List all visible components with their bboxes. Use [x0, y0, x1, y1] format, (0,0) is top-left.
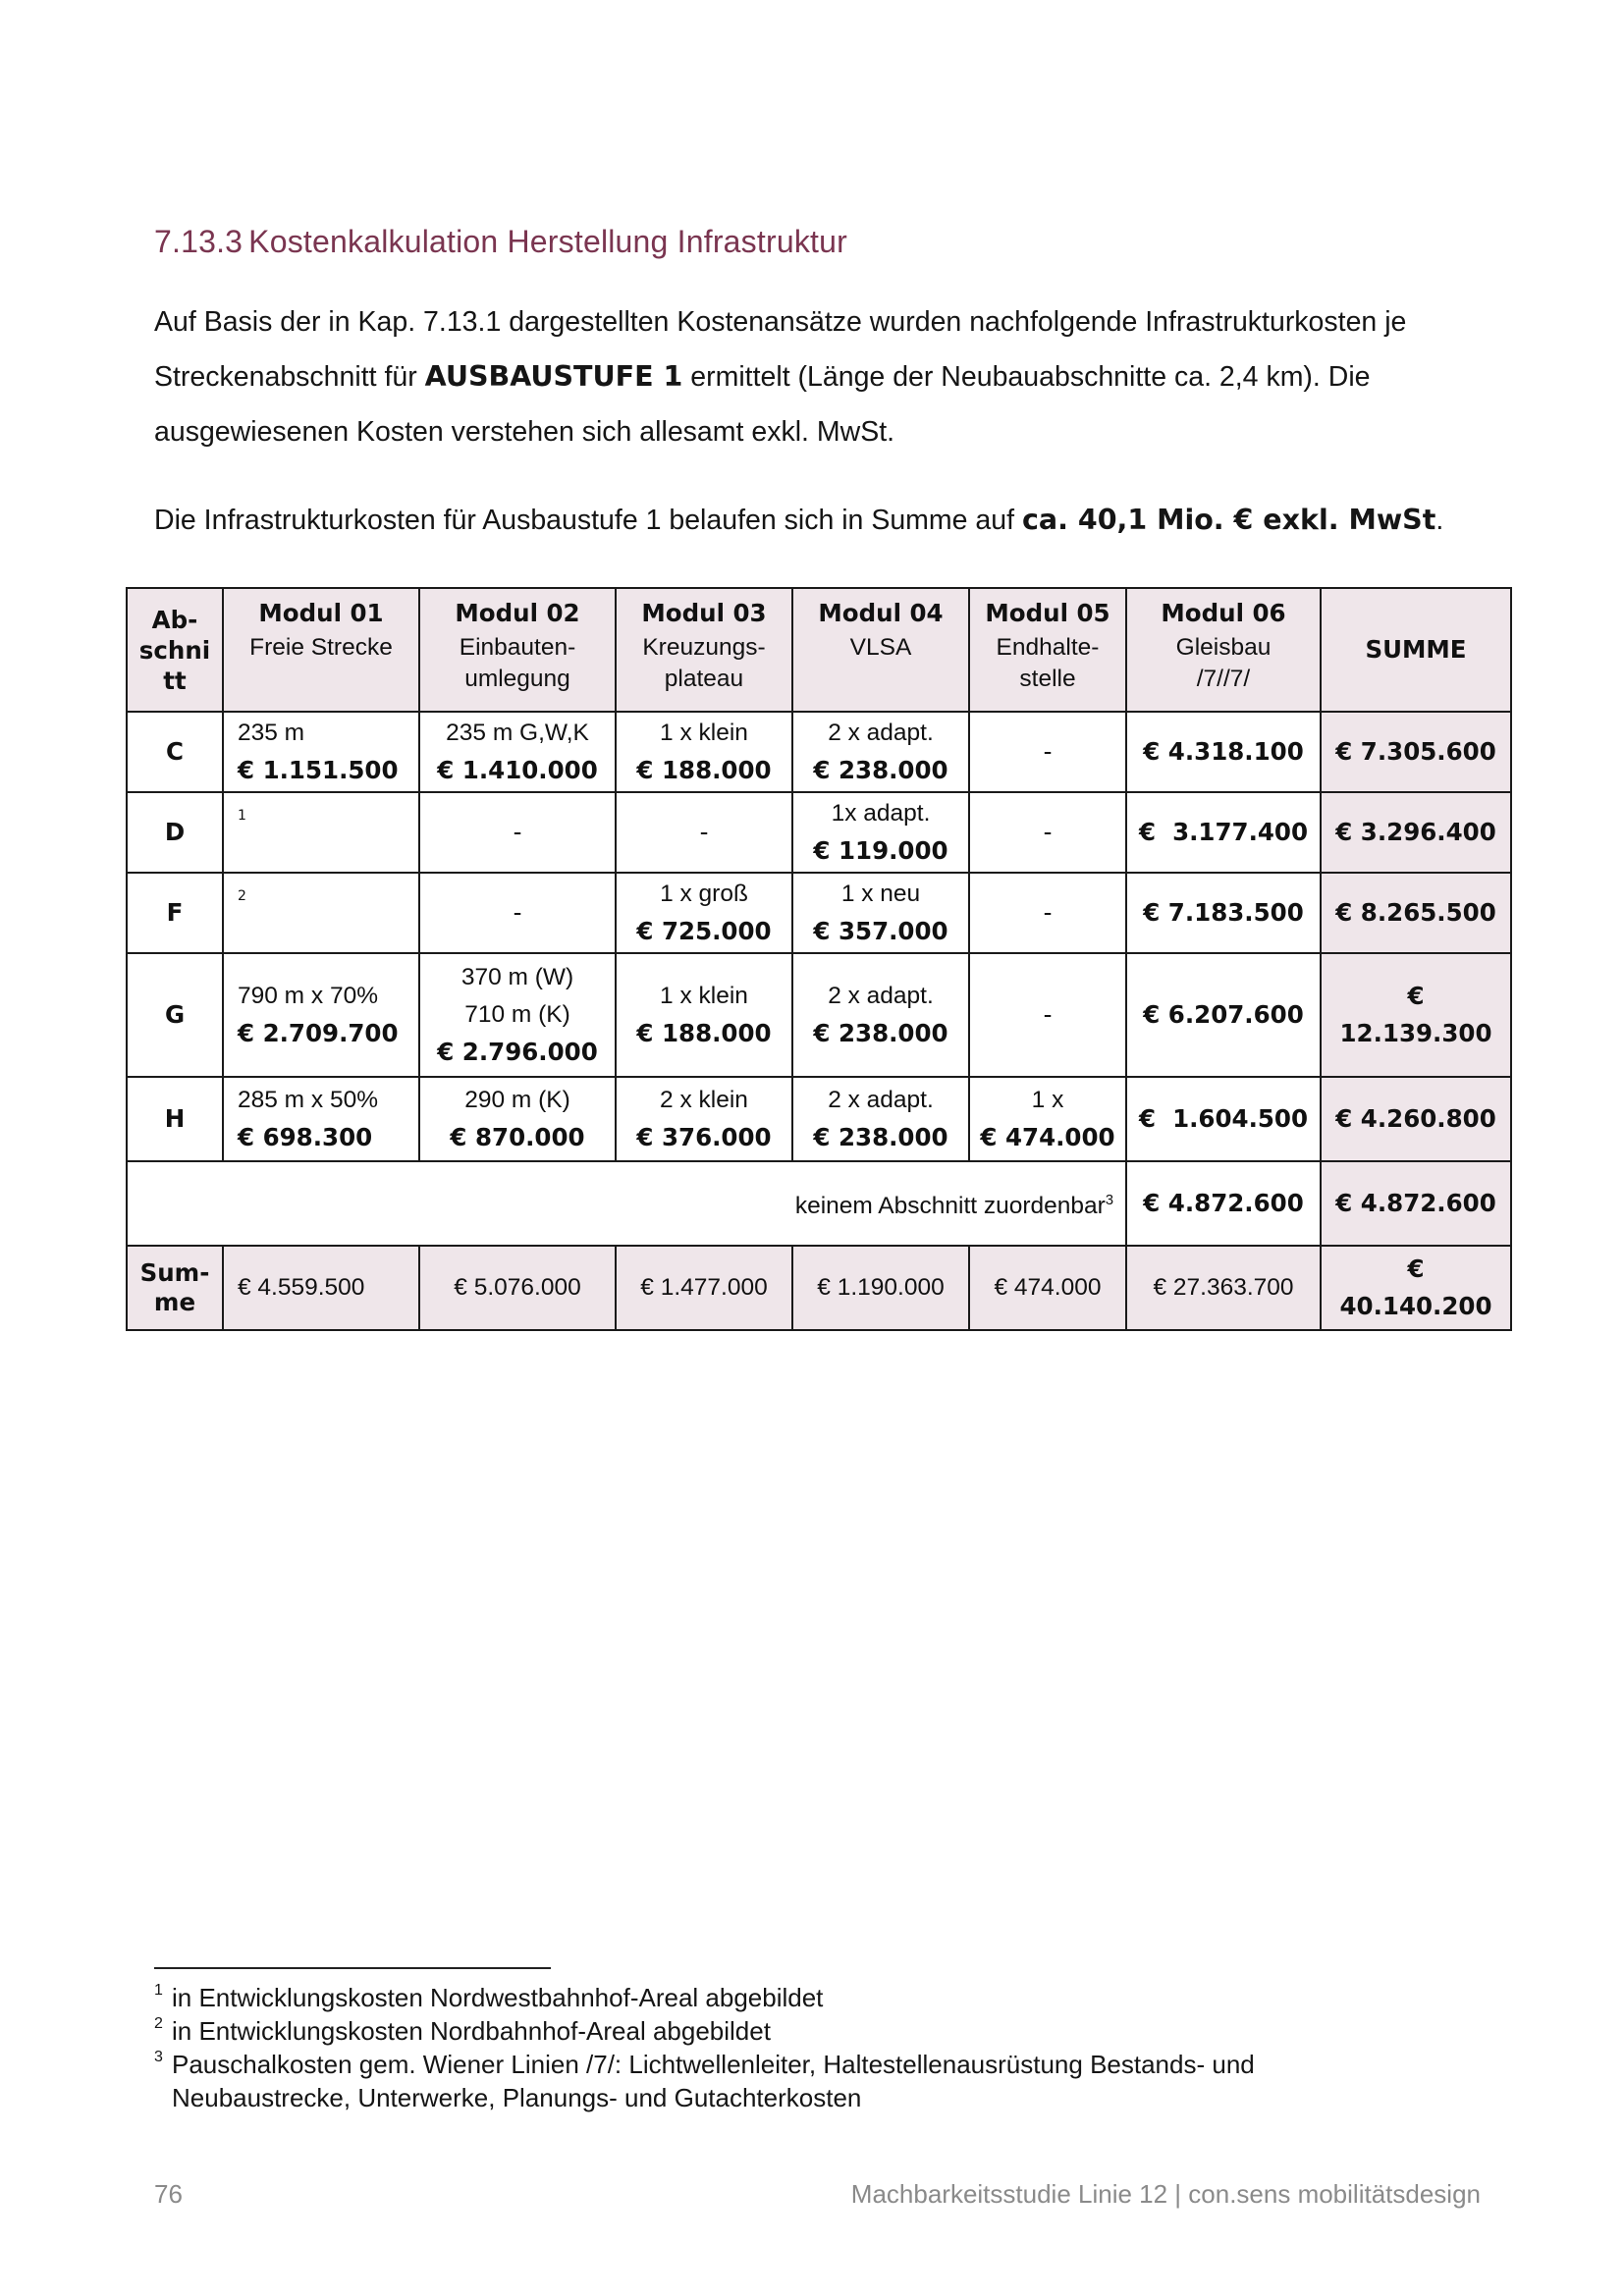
header-module-03: Modul 03 Kreuzungs- plateau — [616, 588, 792, 712]
row-label: H — [127, 1077, 223, 1161]
cell-m5: - — [969, 712, 1126, 792]
total-row — [127, 1246, 1511, 1330]
header-module-02: Modul 02 Einbauten- umlegung — [419, 588, 616, 712]
cell-sum: € 7.305.600 — [1321, 712, 1511, 792]
total-m1: € 4.559.500 — [223, 1246, 419, 1330]
cell-sum: € 4.872.600 — [1321, 1161, 1511, 1246]
header-module-06: Modul 06 Gleisbau /7//7/ — [1126, 588, 1321, 712]
intro-bold: AUSBAUSTUFE 1 — [424, 360, 683, 393]
total-m2: € 5.076.000 — [419, 1246, 616, 1330]
cell-m3: 2 x klein € 376.000 — [616, 1077, 792, 1161]
footnote: 3 Pauschalkosten gem. Wiener Linien /7/: Lichtwellenleiter, Haltestellenausrüstung Bestands- und Neubaustrecke, Unterwerke, Planungs- und Gutachterkosten — [154, 2049, 1255, 2112]
cell-sum: € 3.296.400 — [1321, 792, 1511, 873]
cell-m6: € 4.872.600 — [1126, 1161, 1321, 1246]
cell-m2: 235 m G,W,K € 1.410.000 — [419, 712, 616, 792]
summary-paragraph — [154, 493, 1480, 548]
total-m4: € 1.190.000 — [792, 1246, 969, 1330]
table-row — [127, 873, 1511, 953]
cell-m5: 1 x € 474.000 — [969, 1077, 1126, 1161]
header-module-01: Modul 01 Freie Strecke — [223, 588, 419, 712]
section-heading — [154, 224, 847, 260]
running-title: Machbarkeitsstudie Linie 12 | con.sens mobilitätsdesign — [850, 2179, 1481, 2209]
cell-m6: € 3.177.400 — [1126, 792, 1321, 873]
summary-text: Die Infrastrukturkosten für Ausbaustufe 1 belaufen sich in Summe auf — [154, 505, 1022, 536]
intro-paragraph — [154, 294, 1480, 459]
intro-text-2: ermittelt (Länge der Neubauabschnitte ca. 2,4 km). Die ausgewiesenen Kosten verstehen sich allesamt exkl. MwSt. — [154, 361, 1371, 448]
section-number: 7.13.3 — [154, 224, 244, 259]
cell-m4: 2 x adapt. € 238.000 — [792, 712, 969, 792]
cell-m6: € 1.604.500 — [1126, 1077, 1321, 1161]
footnote: 1 in Entwicklungskosten Nordwestbahnhof-Areal abgebildet — [154, 1982, 824, 2012]
cell-m1: 790 m x 70% € 2.709.700 — [223, 953, 419, 1077]
cell-m4: 2 x adapt. € 238.000 — [792, 953, 969, 1077]
table-row — [127, 1077, 1511, 1161]
page-number: 76 — [154, 2179, 183, 2209]
cell-m4: 1x adapt. € 119.000 — [792, 792, 969, 873]
row-label: G — [127, 953, 223, 1077]
total-label: Sum- me — [127, 1246, 223, 1330]
table-row — [127, 712, 1511, 792]
cell-m2: 290 m (K) € 870.000 — [419, 1077, 616, 1161]
header-module-04: Modul 04 VLSA — [792, 588, 969, 712]
total-sum: € 40.140.200 — [1321, 1246, 1511, 1330]
header-sum: SUMME — [1321, 588, 1511, 712]
total-m3: € 1.477.000 — [616, 1246, 792, 1330]
unassigned-row — [127, 1161, 1511, 1246]
summary-bold: ca. 40,1 Mio. € exkl. MwSt — [1021, 504, 1436, 536]
cost-table — [126, 587, 1512, 1331]
table-header-row — [127, 588, 1511, 712]
cell-m5: - — [969, 792, 1126, 873]
row-label: C — [127, 712, 223, 792]
cell-m1 — [223, 792, 419, 873]
cell-m6: € 7.183.500 — [1126, 873, 1321, 953]
footnotes — [154, 1981, 1431, 2114]
cell-m2: 370 m (W) 710 m (K) € 2.796.000 — [419, 953, 616, 1077]
cell-m2: - — [419, 792, 616, 873]
cell-m6: € 4.318.100 — [1126, 712, 1321, 792]
cell-m1: 235 m € 1.151.500 — [223, 712, 419, 792]
footnote-ref: 3 — [1105, 1192, 1113, 1208]
cell-m1 — [223, 873, 419, 953]
footnote-ref: 2 — [238, 888, 246, 904]
header-module-05: Modul 05 Endhalte- stelle — [969, 588, 1126, 712]
footnote-divider — [154, 1967, 551, 1969]
total-m6: € 27.363.700 — [1126, 1246, 1321, 1330]
cell-m5: - — [969, 953, 1126, 1077]
cell-m3: 1 x klein € 188.000 — [616, 712, 792, 792]
section-title: Kostenkalkulation Herstellung Infrastruktur — [248, 224, 847, 259]
cell-m2: - — [419, 873, 616, 953]
cell-m3: - — [616, 792, 792, 873]
row-label: F — [127, 873, 223, 953]
cell-sum: € 8.265.500 — [1321, 873, 1511, 953]
row-label: D — [127, 792, 223, 873]
cell-sum: € 4.260.800 — [1321, 1077, 1511, 1161]
unassigned-label: keinem Abschnitt zuordenbar$^3$ — [127, 1161, 1126, 1246]
header-section: Ab- schni tt — [127, 588, 223, 712]
footnote: 2 in Entwicklungskosten Nordbahnhof-Areal abgebildet — [154, 2015, 771, 2046]
table-row — [127, 953, 1511, 1077]
cell-m3: 1 x groß € 725.000 — [616, 873, 792, 953]
intro-text-1: Auf Basis der in Kap. 7.13.1 dargestellten Kostenansätze wurden nachfolgende Infrastrukturkosten je Streckenabschnitt für — [154, 306, 1407, 393]
cell-m5: - — [969, 873, 1126, 953]
summary-end: . — [1435, 505, 1444, 536]
table-row — [127, 792, 1511, 873]
cell-m4: 2 x adapt. € 238.000 — [792, 1077, 969, 1161]
footnote-ref: 1 — [238, 808, 246, 824]
total-m5: € 474.000 — [969, 1246, 1126, 1330]
cell-m3: 1 x klein € 188.000 — [616, 953, 792, 1077]
cell-m4: 1 x neu € 357.000 — [792, 873, 969, 953]
cell-sum: € 12.139.300 — [1321, 953, 1511, 1077]
cell-m6: € 6.207.600 — [1126, 953, 1321, 1077]
cell-m1: 285 m x 50% € 698.300 — [223, 1077, 419, 1161]
